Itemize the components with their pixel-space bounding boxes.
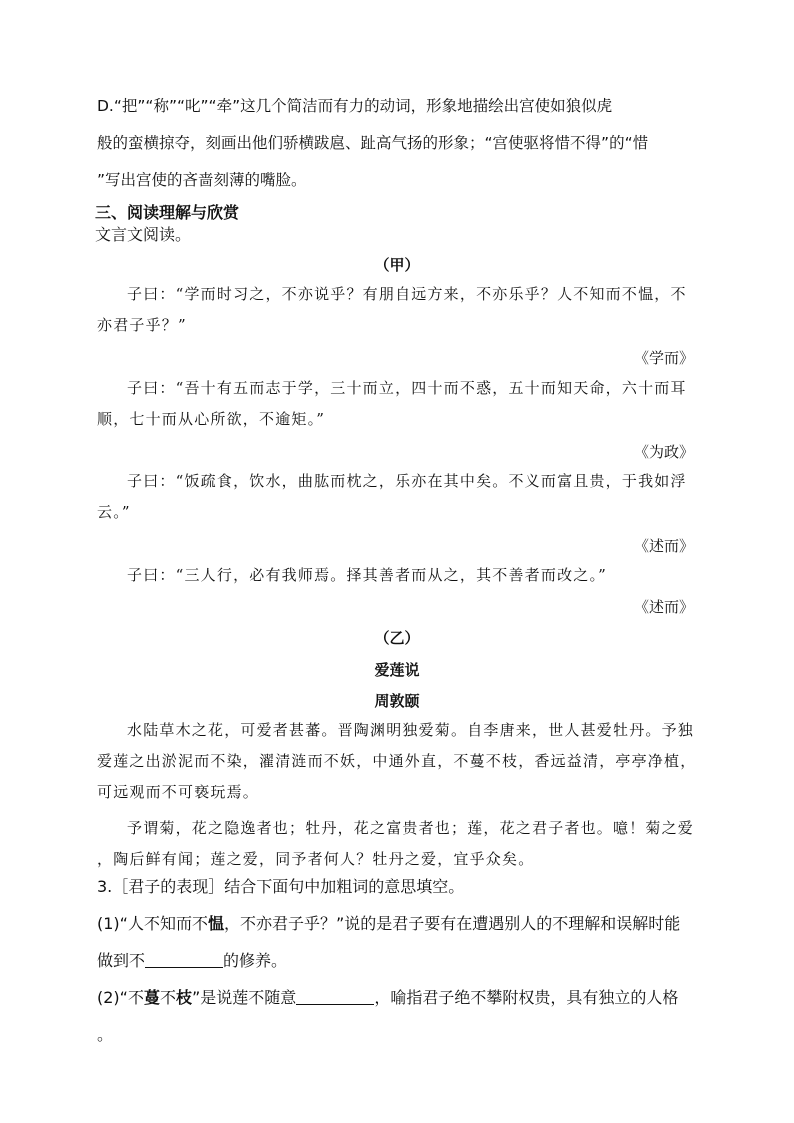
jia-p1-line-1: 子曰：“学而时习之，不亦说乎？有朋自远方来，不亦乐乎？人不知而不愠，不 (127, 285, 687, 303)
q1-answer-blank[interactable] (145, 951, 223, 968)
option-d-line-3: ”写出宫使的吝啬刻薄的嘴脸。 (97, 171, 307, 189)
jia-p3-line-2: 云。” (97, 503, 131, 521)
jia-source-2: 《为政》 (633, 443, 694, 461)
jia-p4-line-1: 子曰：“三人行，必有我师焉。择其善者而从之，其不善者而改之。” (127, 566, 608, 584)
jia-source-1: 《学而》 (633, 349, 694, 367)
section-intro: 文言文阅读。 (95, 225, 192, 244)
jia-source-4: 《述而》 (633, 598, 694, 616)
yi-p1-line-1: 水陆草木之花，可爱者甚蕃。晋陶渊明独爱菊。自李唐来，世人甚爱牡丹。予独 (127, 721, 695, 739)
jia-p2-line-2: 顺，七十而从心所欲，不逾矩。” (97, 410, 326, 428)
jia-p1-line-2: 亦君子乎？” (97, 316, 187, 334)
yi-p1-line-2: 爱莲之出淤泥而不染，濯清涟而不妖，中通外直，不蔓不枝，香远益清，亭亭净植， (97, 752, 697, 770)
q2-answer-blank[interactable] (296, 988, 374, 1005)
jia-p3-line-1: 子曰：“饭疏食，饮水，曲肱而枕之，乐亦在其中矣。不义而富且贵，于我如浮 (127, 472, 687, 490)
q2-bold-word-2: 枝 (176, 988, 193, 1007)
q1-line2-b: 的修养。 (223, 951, 288, 970)
jia-paragraph-1 (97, 279, 702, 341)
q2-suffix-b: ，喻指君子绝不攀附权贵，具有独立的人格 (374, 988, 679, 1007)
passage-jia-label: （甲） (374, 256, 420, 274)
yi-p1-line-3: 可远观而不可亵玩焉。 (97, 783, 260, 801)
q1-prefix: (1)“人不知而不 (97, 914, 208, 933)
jia-paragraph-3 (97, 466, 702, 528)
jia-paragraph-4 (97, 560, 702, 591)
passage-yi-author: 周敦颐 (374, 692, 420, 710)
question-3-item-2-line-2: 。 (97, 1025, 114, 1044)
option-d-line-1: D.“把”“称”“叱”“牵”这几个简洁而有力的动词，形象地描绘出宫使如狼似虎 (97, 97, 613, 115)
question-3-item-2 (97, 979, 702, 1016)
q1-bold-word: 愠 (207, 914, 224, 933)
q2-bold-word-1: 蔓 (143, 988, 160, 1007)
q1-suffix: ，不亦君子乎？”说的是君子要有在遭遇别人的不理解和误解时能 (223, 914, 681, 933)
question-3-item-1-line-2 (97, 942, 702, 979)
option-d (97, 88, 702, 199)
q2-prefix: (2)“不 (97, 988, 144, 1007)
yi-paragraph-1 (97, 715, 702, 808)
yi-p2-line-1: 予谓菊，花之隐逸者也；牡丹，花之富贵者也；莲，花之君子者也。噫！菊之爱 (127, 819, 695, 837)
question-3-stem: 3.［君子的表现］结合下面句中加粗词的意思填空。 (97, 877, 465, 896)
jia-source-3: 《述而》 (633, 537, 694, 555)
passage-yi-label: （乙） (374, 629, 420, 647)
yi-paragraph-2 (97, 813, 702, 875)
section-title: 三、阅读理解与欣赏 (95, 203, 240, 222)
passage-yi-title: 爱莲说 (374, 661, 420, 679)
q2-mid: 不 (159, 988, 176, 1007)
jia-paragraph-2 (97, 373, 702, 435)
yi-p2-line-2: ，陶后鲜有闻；莲之爱，同予者何人？牡丹之爱，宜乎众矣。 (97, 850, 535, 868)
question-3-item-1 (97, 905, 702, 942)
q2-suffix-a: ”是说莲不随意 (192, 988, 297, 1007)
q1-line2-a: 做到不 (97, 951, 146, 970)
question-3 (97, 868, 702, 1053)
option-d-line-2: 般的蛮横掠夺，刻画出他们骄横跋扈、趾高气扬的形象；“宫使驱将惜不得”的“惜 (97, 134, 649, 152)
jia-p2-line-1: 子曰：“吾十有五而志于学，三十而立，四十而不惑，五十而知天命，六十而耳 (127, 379, 687, 397)
